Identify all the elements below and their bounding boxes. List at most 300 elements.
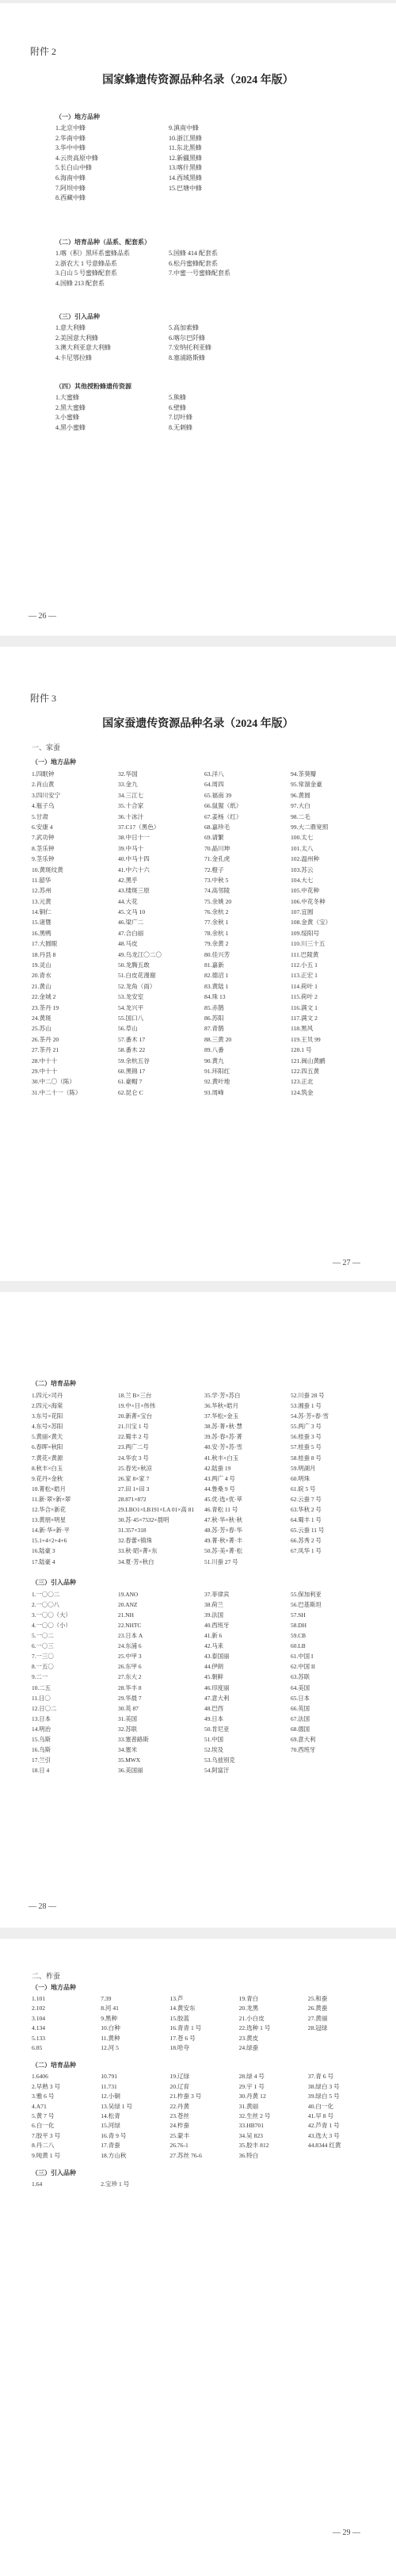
- list-item: 31.357×318: [118, 1527, 147, 1535]
- list-item: 29.华晨 7: [118, 1694, 142, 1702]
- list-item: 89.八番: [204, 1046, 224, 1054]
- list-item: 40.西班牙: [204, 1621, 230, 1629]
- page-gap: [0, 1928, 396, 1939]
- list-item: 21.小白皮: [238, 2014, 265, 2022]
- list-item: 113.正宏 1: [291, 972, 318, 980]
- list-item: 4.134: [32, 2024, 46, 2032]
- list-item: 7.武功钟: [32, 834, 55, 842]
- list-item: 40.安·芳×苏·雪: [204, 1443, 242, 1451]
- list-item: 105.中花种: [291, 887, 320, 895]
- list-item: 60.LB: [291, 1642, 306, 1650]
- list-item: 110.川三十五: [291, 940, 326, 948]
- list-item: 64.周四: [204, 781, 224, 789]
- list-item: 1.64: [32, 2180, 43, 2188]
- list-item: 35.十合家: [118, 802, 144, 810]
- list-item: 3.东号×花阳: [32, 1412, 63, 1420]
- list-item: 1.6406: [32, 2073, 48, 2081]
- list-item: 25.春光×秋凉: [118, 1464, 152, 1472]
- section-heading: （二）培育品种（品系、配套系）: [55, 239, 150, 246]
- list-item: 61.皖 5 号: [291, 1485, 316, 1492]
- list-item: 96.黄圆: [291, 791, 310, 799]
- list-item: 38.苏·菁×秋·慧: [204, 1423, 242, 1431]
- list-item: 13.喀什黑蜂: [169, 164, 202, 172]
- list-item: 118.黑风: [291, 1025, 314, 1033]
- list-item: 36.美国丽: [118, 1767, 143, 1775]
- list-item: 65.云蚕 11 号: [291, 1527, 325, 1535]
- list-item: 32.春蕾×镇珠: [118, 1537, 152, 1545]
- list-item: 35.胶丰 812: [238, 2142, 269, 2150]
- list-item: 1.一〇〇二: [32, 1590, 60, 1598]
- list-item: 20.新菁×宝台: [118, 1412, 152, 1420]
- list-item: 18.丹县 8: [32, 950, 56, 958]
- list-item: 7.阿坝中蜂: [55, 184, 86, 192]
- list-item: 54.阿富汗: [204, 1767, 230, 1775]
- list-item: 94.茶葵瓣: [291, 770, 317, 778]
- list-item: 58.DH: [291, 1621, 307, 1629]
- list-item: 103.苏云: [291, 866, 314, 873]
- section-heading: （一）地方品种: [32, 1984, 76, 1991]
- list-item: 116.满文 1: [291, 1003, 318, 1011]
- list-item: 23.日本 A: [118, 1632, 143, 1640]
- list-item: 97.大白: [291, 802, 310, 810]
- item-grid: [55, 393, 277, 433]
- list-item: 28.中十十: [32, 1057, 58, 1064]
- list-item: 70.晶川坤: [204, 844, 230, 852]
- list-item: 16.青 9 号: [101, 2131, 127, 2139]
- list-item: 32.苏联: [118, 1725, 138, 1733]
- list-item: 10.黄斑纹黄: [32, 866, 63, 873]
- list-item: 84.珠 13: [204, 993, 226, 1001]
- list-item: 57.番木 17: [118, 1035, 146, 1043]
- list-item: 58.番木 22: [118, 1046, 146, 1054]
- list-item: 10.二五: [32, 1684, 51, 1691]
- list-item: 19.青白: [238, 1995, 259, 2002]
- list-item: 25.苏山: [32, 1025, 51, 1033]
- list-item: 53.乌兹别克: [204, 1756, 235, 1764]
- list-item: 3.华中中蜂: [55, 144, 86, 152]
- list-item: 24.东浦 6: [118, 1642, 142, 1650]
- list-item: 46.青松 11 号: [204, 1506, 238, 1514]
- list-item: 30.苏·45×7532×晨明: [118, 1516, 169, 1524]
- list-item: 4.国蜂 213 配套系: [55, 279, 105, 287]
- list-item: 68.德国: [291, 1725, 310, 1733]
- list-item: 13.元黄: [32, 897, 51, 905]
- page-26: [0, 3, 396, 636]
- list-item: 26.家 8×家 7: [118, 1474, 150, 1482]
- list-item: 7.胶平 3 号: [32, 2131, 61, 2139]
- list-item: 25.蒙丰: [169, 2131, 190, 2139]
- list-item: 100.太七: [291, 834, 314, 842]
- appendix-label: 附件 2: [30, 46, 57, 57]
- list-item: 45.文马 10: [118, 908, 146, 916]
- list-item: 33.金九: [118, 781, 138, 789]
- list-item: 39.法国: [204, 1611, 224, 1619]
- list-item: 13.芦: [169, 1995, 184, 2002]
- list-item: 20.辽育: [169, 2082, 190, 2090]
- list-item: 27.茶丹 21: [32, 1046, 59, 1054]
- list-item: 31.中二十一（陈）: [32, 1088, 82, 1096]
- item-grid: [55, 249, 277, 289]
- list-item: 7.中蜜一号蜜蜂配套系: [169, 269, 230, 277]
- page-title: 国家蜂遗传资源品种名录（2024 年版）: [102, 75, 294, 86]
- list-item: 2.宝珍 1 号: [101, 2180, 130, 2188]
- list-item: 65.日本: [291, 1694, 310, 1702]
- list-item: 51.中国: [204, 1736, 224, 1743]
- list-item: 107.宜圆: [291, 908, 314, 916]
- list-item: 72.橙子: [204, 866, 224, 873]
- list-item: 39.中马十: [118, 844, 144, 852]
- list-item: 24.柞蚕: [169, 2122, 190, 2130]
- list-item: 22.选种 1 号: [238, 2024, 271, 2032]
- list-item: 19.中×日×伟伟: [118, 1402, 156, 1410]
- list-item: 14.明治: [32, 1725, 51, 1733]
- list-item: 9.二一: [32, 1673, 48, 1681]
- list-item: 14.铜仁: [32, 908, 51, 916]
- list-item: 6.85: [32, 2043, 43, 2051]
- list-item: 18.方山秋: [101, 2151, 127, 2159]
- section-heading: （三）引入品种: [55, 313, 100, 320]
- list-item: 17.陆豪 4: [32, 1557, 55, 1565]
- list-item: 36.特白: [238, 2151, 259, 2159]
- list-item: 21.柞蚕 3 号: [169, 2093, 202, 2100]
- list-item: 123.正北: [291, 1078, 314, 1086]
- list-item: 1.北京中蜂: [55, 124, 86, 132]
- list-item: 24.华农 3 号: [118, 1454, 149, 1462]
- list-item: 48.巴西: [204, 1704, 224, 1712]
- list-item: 65.福南 39: [204, 791, 232, 799]
- list-item: 35.学·芳×苏白: [204, 1392, 241, 1399]
- list-item: 29.宇 1 号: [238, 2082, 265, 2090]
- list-item: 11.新·翠×新×翠: [32, 1495, 71, 1503]
- page-number: — 29 —: [333, 2528, 360, 2537]
- list-item: 14.新·华×新·平: [32, 1527, 70, 1535]
- list-item: 7.39: [101, 1995, 112, 2002]
- list-item: 19.辽绿: [169, 2073, 190, 2081]
- list-item: 12.华合×新花: [32, 1506, 66, 1514]
- list-item: 28.绿 4 号: [238, 2073, 265, 2081]
- part-heading: 一、家蚕: [32, 743, 61, 751]
- list-item: 7.切叶蜂: [169, 414, 192, 422]
- list-item: 3.一〇〇（大）: [32, 1611, 71, 1619]
- list-item: 56.桂蚕 3 号: [291, 1433, 322, 1441]
- page-number: — 28 —: [29, 1902, 56, 1911]
- item-grid: [32, 2072, 372, 2161]
- list-item: 86.苏阳: [204, 1014, 224, 1022]
- list-item: 10.浙江黑蜂: [169, 134, 202, 142]
- list-item: 10.菁松×皓月: [32, 1485, 66, 1492]
- list-item: 5.黄丽×黄天: [32, 1433, 63, 1441]
- list-item: 3.白山 5 号蜜蜂配套系: [55, 269, 117, 277]
- list-item: 55.国口八: [118, 1014, 144, 1022]
- list-item: 33.HB701: [238, 2122, 265, 2130]
- page-number: — 26 —: [29, 612, 56, 621]
- list-item: 1.四元×司丹: [32, 1392, 63, 1399]
- list-item: 17.青蚕: [101, 2142, 120, 2150]
- list-item: 4.一〇〇（小）: [32, 1621, 71, 1629]
- list-item: 11.日〇: [32, 1694, 51, 1702]
- list-item: 39.苏·春×苏·菁: [204, 1433, 242, 1441]
- list-item: 117.满文 2: [291, 1014, 318, 1022]
- list-item: 17.苍 6 号: [169, 2034, 196, 2042]
- list-item: 43.选大 3 号: [307, 2131, 340, 2139]
- list-item: 19.灵山: [32, 961, 51, 969]
- list-item: 15.胶蓝: [169, 2014, 190, 2022]
- list-item: 67.法国: [291, 1714, 310, 1722]
- list-item: 58.桂蚕 8 号: [291, 1454, 322, 1462]
- list-item: 1.大蜜蜂: [55, 394, 79, 401]
- list-item: 3.澳大利亚意大利蜂: [55, 344, 111, 352]
- list-item: 66.英国: [291, 1704, 310, 1712]
- list-item: 66.鼠猩（纸）: [204, 802, 242, 810]
- list-item: 111.巴陵黄: [291, 950, 319, 958]
- list-item: 25.和蚕: [307, 1995, 328, 2002]
- list-item: 48.马皮: [118, 940, 138, 948]
- list-item: 14.黄安东: [169, 2005, 196, 2012]
- list-item: 115.荷叶 2: [291, 993, 318, 1001]
- list-item: 57.SH: [291, 1611, 306, 1619]
- list-item: 67.凤华 1 号: [291, 1547, 322, 1555]
- list-item: 59.CB: [291, 1632, 307, 1640]
- list-item: 25.中甲 3: [118, 1653, 142, 1661]
- list-item: 41.早 8 号: [307, 2112, 334, 2119]
- list-item: 3.雅 6 号: [32, 2093, 55, 2100]
- list-item: 11.黄种: [101, 2034, 120, 2042]
- list-item: 28.冠绿: [307, 2024, 328, 2032]
- list-item: 5.甘肃: [32, 812, 48, 820]
- list-item: 1.101: [32, 1995, 46, 2002]
- list-item: 10.白种: [101, 2024, 120, 2032]
- list-item: 71.金孔虎: [204, 855, 230, 863]
- section-heading: （二）培育品种: [32, 2062, 76, 2070]
- list-item: 52.川蚕 28 号: [291, 1392, 325, 1399]
- list-item: 77.余秋 1: [204, 919, 229, 927]
- list-item: 26.76-1: [169, 2142, 188, 2150]
- list-item: 22.金城 2: [32, 993, 56, 1001]
- list-item: 18.哈夸: [169, 2043, 190, 2051]
- list-item: 38.绿白 3 号: [307, 2082, 340, 2090]
- list-item: 32.生丝 2 号: [238, 2112, 271, 2119]
- list-item: 40.白一化: [307, 2102, 334, 2110]
- list-item: 54.龙兴平: [118, 1003, 144, 1011]
- list-item: 90.黄九: [204, 1057, 224, 1064]
- list-item: 8.无刺蜂: [169, 423, 192, 431]
- list-item: 27.黄丽: [307, 2014, 328, 2022]
- list-item: 18.日 4: [32, 1767, 50, 1775]
- list-item: 64.美国: [291, 1684, 310, 1691]
- list-item: 13.吴绿 1 号: [101, 2102, 133, 2110]
- list-item: 53.龙安室: [118, 993, 144, 1001]
- list-item: 46.梁广二: [118, 919, 144, 927]
- list-item: 1.意大利蜂: [55, 324, 86, 331]
- list-item: 83.黄陆 1: [204, 982, 229, 990]
- list-item: 10.791: [101, 2073, 118, 2081]
- section-heading: （二）培育品种: [32, 1380, 76, 1387]
- list-item: 21.黄山: [32, 982, 51, 990]
- list-item: 47.秋·华×秋·秋: [204, 1516, 242, 1524]
- list-item: 81.嘉新: [204, 961, 224, 969]
- list-item: 95.常溜金豪: [291, 781, 322, 789]
- list-item: 31.美国: [118, 1714, 138, 1722]
- list-item: 74.高邻陵: [204, 887, 230, 895]
- list-item: 54.苏·芳×春·雪: [291, 1412, 329, 1420]
- list-item: 15.乌斯: [32, 1736, 51, 1743]
- list-item: 41.秋丰×白玉: [204, 1454, 238, 1462]
- list-item: 42.陆蚕 19: [204, 1464, 231, 1472]
- list-item: 64.蜀丰 1 号: [291, 1516, 322, 1524]
- page-number: — 27 —: [333, 1259, 360, 1267]
- list-item: 62.云蚕 7 号: [291, 1495, 322, 1503]
- list-item: 49.日本: [204, 1714, 224, 1722]
- list-item: 12.小铜: [101, 2093, 120, 2100]
- list-item: 31.黄丽: [238, 2102, 259, 2110]
- list-item: 56.草山: [118, 1025, 138, 1033]
- list-item: 63.苏联: [291, 1673, 310, 1681]
- list-item: 26.黄蚕: [307, 2005, 328, 2012]
- list-item: 12.苏州: [32, 887, 51, 895]
- list-item: 9.吨黄 1 号: [32, 2151, 61, 2159]
- list-item: 15.河绿: [101, 2122, 120, 2130]
- list-item: 14.西域黑蜂: [169, 174, 202, 182]
- list-item: 59.余杭五谷: [118, 1057, 150, 1064]
- list-item: 61.中国 I: [291, 1653, 314, 1661]
- list-item: 43.两广 4 号: [204, 1474, 235, 1482]
- list-item: 44.伊朗: [204, 1663, 224, 1671]
- list-item: 26.茶丹 20: [32, 1035, 59, 1043]
- list-item: 34.三江七: [118, 791, 144, 799]
- list-item: 21.川宝 1 号: [118, 1423, 149, 1431]
- list-item: 41.新 6: [204, 1632, 223, 1640]
- list-item: 36.十冰汁: [118, 812, 144, 820]
- list-item: 47.意大利: [204, 1694, 230, 1702]
- list-item: 51.川蚕 27 号: [204, 1557, 238, 1565]
- list-item: 76.余杭 2: [204, 908, 229, 916]
- list-item: 42.马来: [204, 1642, 224, 1650]
- list-item: 70.西班牙: [291, 1746, 316, 1754]
- page-29: [0, 1939, 396, 2576]
- list-item: 2.黑大蜜蜂: [55, 403, 86, 411]
- list-item: 8.秋丰×白玉: [32, 1464, 63, 1472]
- list-item: 104.大七: [291, 876, 314, 884]
- list-item: 6.白一化: [32, 2122, 55, 2130]
- list-item: 80.佳兴芳: [204, 950, 230, 958]
- list-item: 37.菲律宾: [204, 1590, 230, 1598]
- list-item: 3.四川安宁: [32, 791, 61, 799]
- page-title: 国家蚕遗传资源品种名录（2024 年版）: [102, 718, 294, 730]
- section-heading: （三）引入品种: [32, 1578, 76, 1586]
- list-item: 91.环阳红: [204, 1067, 230, 1075]
- list-item: 42.芦青 1 号: [307, 2122, 340, 2130]
- section-heading: （三）引入品种: [32, 2169, 76, 2177]
- list-item: 120.1 号: [291, 1046, 312, 1054]
- list-item: 5.国蜂 414 配套系: [169, 250, 218, 257]
- list-item: 9.滇南中蜂: [169, 124, 199, 132]
- list-item: 22.丹黄: [169, 2102, 190, 2110]
- section-heading: （一）地方品种: [55, 113, 100, 120]
- list-item: 102.温州种: [291, 855, 320, 863]
- list-item: 67.姜杨（红）: [204, 812, 242, 820]
- list-item: 87.青鹊: [204, 1025, 224, 1033]
- list-item: 68.嘉珍毛: [204, 823, 230, 831]
- list-item: 7.一三〇: [32, 1653, 54, 1661]
- item-grid: [32, 1994, 372, 2053]
- list-item: 34.吴 823: [238, 2131, 263, 2139]
- list-item: 8.一五〇: [32, 1663, 54, 1671]
- list-item: 93.周峰: [204, 1088, 224, 1096]
- list-item: 13.黄朋×明星: [32, 1516, 66, 1524]
- list-item: 9.黑种: [101, 2014, 118, 2022]
- list-item: 63.华秋 2 号: [291, 1506, 322, 1514]
- list-item: 48.苏·芳×春·华: [204, 1527, 242, 1535]
- list-item: 23.茶丹 19: [32, 1003, 59, 1011]
- list-item: 53.湘蚕 1 号: [291, 1402, 322, 1410]
- list-item: 1.喀（积）黑环系蜜蜂品系: [55, 250, 130, 257]
- list-item: 9.花丹×金秋: [32, 1474, 63, 1482]
- list-item: 112.小五 1: [291, 961, 318, 969]
- list-item: 50.肯尼亚: [204, 1725, 230, 1733]
- list-item: 18.兰 B×三台: [118, 1392, 152, 1399]
- list-item: 66.苏秀 2 号: [291, 1537, 322, 1545]
- list-item: 34.夏·芳×秋白: [118, 1557, 154, 1565]
- silkworm-local-list: [32, 769, 372, 1098]
- page-gap: [0, 636, 396, 647]
- list-item: 78.余杭 1: [204, 929, 229, 937]
- list-item: 40.中马十四: [118, 855, 150, 863]
- list-item: 33.秋·昭×菁×东: [118, 1547, 158, 1555]
- list-item: 42.黑乎: [118, 876, 138, 884]
- list-item: 82.德沼 1: [204, 972, 229, 980]
- list-item: 7.黄花×黄源: [32, 1454, 63, 1462]
- list-item: 41.中六十六: [118, 866, 150, 873]
- list-item: 26.东甲 6: [118, 1663, 142, 1671]
- list-item: 46.印度丽: [204, 1684, 230, 1691]
- list-item: 4.瓶子乌: [32, 802, 55, 810]
- list-item: 79.余黄 2: [204, 940, 229, 948]
- list-item: 51.白皮花漫谢: [118, 972, 156, 980]
- list-item: 2.浙农大 1 号意蜂品系: [55, 259, 117, 267]
- list-item: 28.871×872: [118, 1495, 147, 1503]
- list-item: 45.优·选×优·萃: [204, 1495, 242, 1503]
- item-grid: [32, 1589, 372, 1776]
- list-item: 11.韶华: [32, 876, 51, 884]
- list-item: 38.荷兰: [204, 1600, 224, 1608]
- list-item: 109.绥阳号: [291, 929, 320, 937]
- list-item: 23.两广二号: [118, 1443, 149, 1451]
- list-item: 124.筑金: [291, 1088, 314, 1096]
- list-item: 60.明珠: [291, 1474, 310, 1482]
- list-item: 29.中十十: [32, 1067, 58, 1075]
- list-item: 50.龙腾五敢: [118, 961, 150, 969]
- list-item: 108.金黄（宝）: [291, 919, 332, 927]
- section-heading: （一）地方品种: [32, 759, 76, 766]
- list-item: 4.卡尼鄂拉蜂: [55, 354, 92, 361]
- list-item: 37.华松×金玉: [204, 1412, 238, 1420]
- list-item: 6.春晖×秋阳: [32, 1443, 63, 1451]
- list-item: 33.塞普路斯: [118, 1736, 149, 1743]
- list-item: 2.102: [32, 2005, 46, 2012]
- list-item: 22.蜀丰 2 号: [118, 1433, 149, 1441]
- list-item: 4.A71: [32, 2102, 47, 2110]
- list-item: 85.赤鹊: [204, 1003, 224, 1011]
- list-item: 5.长白山中蜂: [55, 164, 92, 172]
- list-item: 92.黄叶地: [204, 1078, 230, 1086]
- list-item: 60.黑锦 17: [118, 1067, 146, 1075]
- list-item: 61.豪帽 7: [118, 1078, 143, 1086]
- list-item: 101.太八: [291, 844, 314, 852]
- item-grid: [55, 124, 277, 204]
- list-item: 4.黑小蜜蜂: [55, 423, 86, 431]
- list-item: 121.闽山黄鹂: [291, 1057, 326, 1064]
- list-item: 8.河 41: [101, 2005, 119, 2012]
